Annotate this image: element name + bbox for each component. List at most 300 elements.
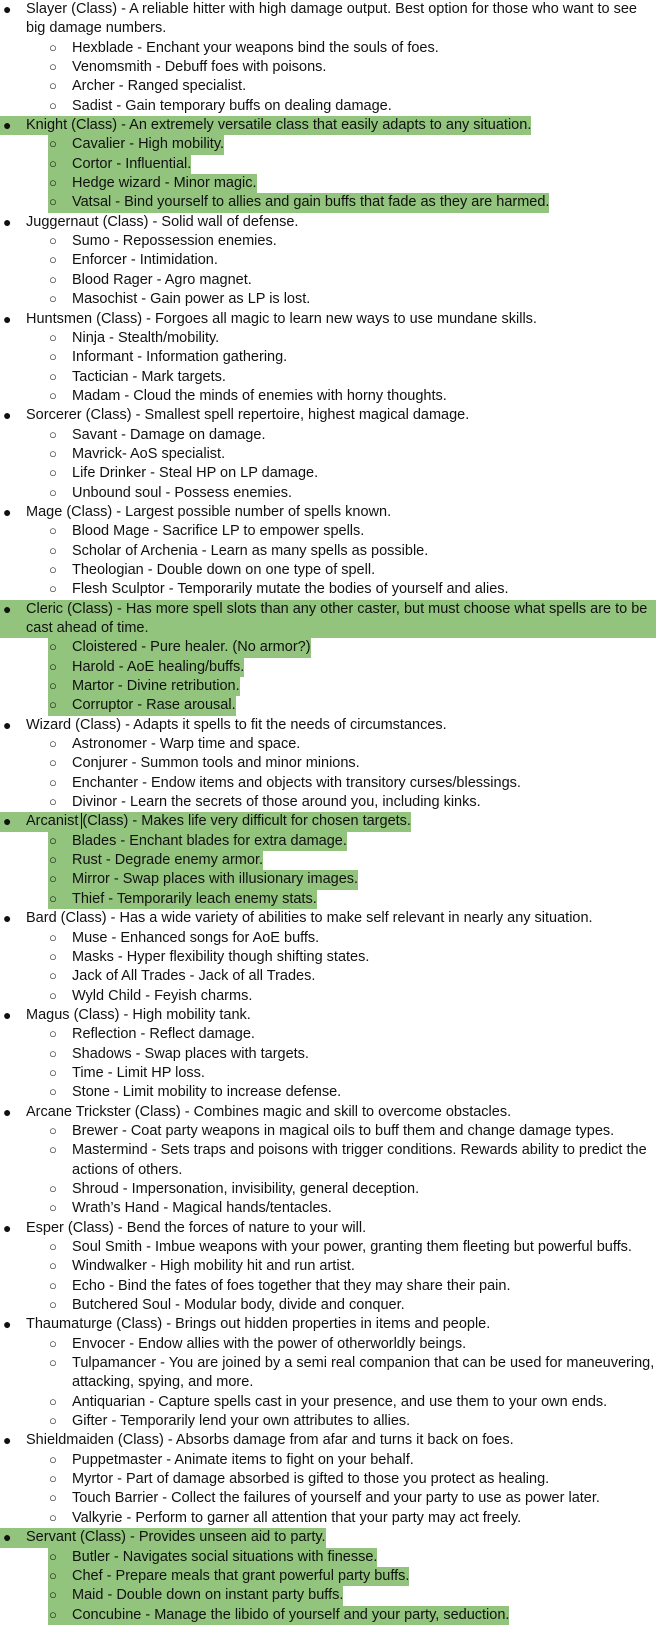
subclass-name: Shadows (72, 1045, 132, 1062)
class-name: Juggernaut (26, 213, 99, 230)
subclass-text (72, 272, 252, 288)
separator: - (112, 155, 126, 172)
subclass-bullet-icon: ○ (49, 1200, 57, 1216)
subclass-name: Corruptor (72, 697, 134, 714)
subclass-bullet-icon: ○ (49, 155, 57, 171)
subclass-item[interactable] (0, 696, 236, 715)
subclass-name: Soul Smith (72, 1239, 143, 1255)
subclass-bullet-icon: ○ (49, 561, 57, 577)
subclass-text (72, 736, 300, 752)
subclass-name: Brewer (72, 1122, 118, 1139)
subclass-description: Reflect damage. (149, 1026, 255, 1043)
subclass-item[interactable] (0, 542, 656, 561)
separator: - (125, 1529, 139, 1546)
subclass-text (72, 1181, 419, 1197)
class-tag: (Class) (96, 310, 143, 327)
subclass-name: Madam (72, 387, 121, 404)
separator: - (162, 1451, 175, 1468)
subclass-bullet-icon: ○ (49, 774, 57, 790)
subclass-item[interactable] (0, 271, 656, 290)
subclass-bullet-icon: ○ (49, 1509, 57, 1525)
class-item[interactable] (0, 909, 656, 928)
separator: - (112, 503, 126, 520)
separator: - (117, 1122, 131, 1139)
subclass-description: Bind the fates of foes together that they may share their pain. (117, 1277, 511, 1294)
subclass-description: Gain power as LP is lost. (150, 291, 311, 308)
subclass-item[interactable] (0, 754, 656, 773)
subclass-item[interactable] (0, 1509, 656, 1528)
class-bullet-icon: ● (3, 1432, 12, 1449)
subclass-item[interactable] (0, 1064, 656, 1083)
subclass-text (72, 427, 265, 443)
subclass-bullet-icon: ○ (49, 59, 57, 75)
subclass-item[interactable] (0, 348, 656, 367)
subclass-description: AoE healing/buffs. (126, 658, 245, 675)
subclass-name: Hedge wizard (72, 175, 161, 192)
subclass-item[interactable] (0, 1141, 656, 1180)
class-text (26, 311, 537, 327)
subclass-item[interactable] (0, 193, 549, 212)
subclass-description: Endow allies with the power of otherworldly beings. (138, 1335, 467, 1352)
class-description: Adapts it spells to fit the needs of circumstances. (133, 716, 447, 733)
subclass-name: Cortor (72, 155, 113, 172)
subclass-bullet-icon: ○ (49, 1413, 57, 1429)
class-description: Combines magic and skill to overcome obstacles. (193, 1103, 512, 1120)
class-text (26, 1316, 490, 1332)
class-bullet-icon: ● (3, 310, 12, 327)
subclass-item[interactable] (0, 658, 244, 677)
subclass-item[interactable] (0, 735, 656, 754)
subclass-description: Perform to garner all attention that your party may act freely. (135, 1509, 522, 1526)
subclass-description: Gain temporary buffs on dealing damage. (125, 97, 392, 114)
subclass-item[interactable] (0, 174, 257, 193)
subclass-text (72, 775, 521, 791)
class-bullet-icon: ● (3, 213, 12, 230)
subclass-description: Double down on one type of spell. (156, 561, 376, 578)
class-item[interactable] (0, 406, 656, 425)
class-text (26, 1432, 514, 1448)
subclass-item[interactable] (0, 1567, 409, 1586)
subclass-name: Martor (72, 678, 114, 695)
separator: - (113, 1471, 126, 1488)
subclass-description: Information gathering. (146, 349, 288, 366)
subclass-description: Learn as many spells as possible. (210, 542, 429, 559)
subclass-item[interactable] (0, 929, 656, 948)
subclass-text (72, 78, 246, 94)
subclass-item[interactable] (0, 774, 656, 793)
subclass-name: Reflection (72, 1026, 137, 1043)
separator: - (158, 1490, 172, 1507)
subclass-description: Enchant blades for extra damage. (129, 832, 347, 849)
subclass-bullet-icon: ○ (49, 368, 57, 384)
subclass-item[interactable] (0, 1335, 656, 1354)
class-description: An extremely versatile class that easily adapts to any situation. (129, 117, 532, 134)
subclass-name: Echo (72, 1277, 106, 1294)
subclass-name: Shroud (72, 1180, 119, 1197)
subclass-name: Myrtor (72, 1471, 114, 1488)
class-description: Largest possible number of spells known. (125, 503, 392, 520)
subclass-name: Enforcer (72, 252, 127, 269)
class-text (26, 1529, 326, 1545)
class-tag: (Class) (73, 1006, 120, 1023)
subclass-item[interactable] (0, 1451, 656, 1470)
subclass-bullet-icon: ○ (49, 1471, 57, 1487)
class-item[interactable] (0, 213, 656, 232)
subclass-bullet-icon: ○ (49, 1548, 57, 1564)
subclass-bullet-icon: ○ (49, 948, 57, 964)
separator: - (114, 658, 127, 675)
subclass-description: You are joined by a semi real companion that can be used for maneuvering, attacking, spying, and more. (72, 1355, 655, 1391)
class-item[interactable] (0, 503, 656, 522)
subclass-item[interactable] (0, 290, 656, 309)
subclass-description: Divine retribution. (126, 678, 240, 695)
separator: - (121, 445, 131, 462)
class-name: Magus (26, 1006, 70, 1023)
subclass-description: Double down on instant party buffs. (116, 1587, 344, 1604)
subclass-bullet-icon: ○ (49, 78, 57, 94)
class-bullet-icon: ● (3, 1, 12, 17)
subclass-description: Part of damage absorbed is gifted to those you protect as healing. (125, 1471, 550, 1488)
subclass-bullet-icon: ○ (49, 465, 57, 481)
separator: - (133, 349, 147, 366)
subclass-name: Touch Barrier (72, 1490, 159, 1507)
subclass-item[interactable] (0, 1606, 509, 1625)
subclass-text (72, 1123, 614, 1139)
class-item[interactable] (0, 1431, 656, 1450)
subclass-text (72, 1336, 466, 1352)
class-item[interactable] (0, 1103, 656, 1122)
subclass-description: Bind yourself to allies and gain buffs that fade as they are harmed. (124, 194, 550, 211)
subclass-bullet-icon: ○ (49, 987, 57, 1003)
subclass-item[interactable] (0, 484, 656, 503)
subclass-description: Degrade enemy armor. (114, 852, 264, 869)
subclass-item[interactable] (0, 1238, 656, 1257)
subclass-item[interactable] (0, 1122, 656, 1141)
subclass-item[interactable] (0, 1412, 656, 1431)
subclass-item[interactable] (0, 870, 358, 889)
separator: - (106, 910, 120, 927)
subclass-bullet-icon: ○ (49, 271, 57, 287)
subclass-item[interactable] (0, 967, 656, 986)
subclass-item[interactable] (0, 1393, 656, 1412)
separator: - (133, 39, 147, 56)
subclass-bullet-icon: ○ (49, 1355, 57, 1371)
subclass-name: Savant (72, 426, 118, 443)
subclass-text (72, 1239, 632, 1255)
subclass-item[interactable] (0, 155, 191, 174)
separator: - (117, 1, 130, 17)
class-description: Brings out hidden properties in items and people. (175, 1316, 491, 1333)
separator: - (105, 329, 118, 346)
subclass-item[interactable] (0, 987, 656, 1006)
subclass-text (72, 1510, 521, 1526)
subclass-bullet-icon: ○ (49, 1451, 57, 1467)
subclass-item[interactable] (0, 1083, 656, 1102)
separator: - (141, 987, 155, 1004)
subclass-name: Enchanter (72, 774, 139, 791)
subclass-bullet-icon: ○ (49, 755, 57, 771)
class-tag: (Class) (116, 1316, 163, 1333)
subclass-description: Cloud the minds of enemies with horny thoughts. (133, 387, 447, 404)
subclass-item[interactable] (0, 561, 656, 580)
subclass-item[interactable] (0, 1354, 656, 1393)
subclass-text (72, 1258, 355, 1274)
subclass-item[interactable] (0, 948, 656, 967)
subclass-description: Rase arousal. (146, 697, 236, 714)
subclass-description: Coat party weapons in magical oils to buff them and change damage types. (130, 1122, 615, 1139)
subclass-item[interactable] (0, 677, 240, 696)
subclass-description: Impersonation, invisibility, general deception. (131, 1180, 420, 1197)
subclass-description: Animate items to fight on your behalf. (174, 1451, 414, 1468)
subclass-description: Minor magic. (173, 175, 257, 192)
subclass-name: Hexblade (72, 39, 134, 56)
subclass-text (72, 175, 257, 191)
subclass-bullet-icon: ○ (49, 852, 57, 868)
subclass-name: Venomsmith (72, 59, 152, 76)
subclass-item[interactable] (0, 1548, 377, 1567)
subclass-text (72, 465, 318, 481)
subclass-bullet-icon: ○ (49, 542, 57, 558)
subclass-description: Repossession enemies. (122, 233, 277, 250)
subclass-item[interactable] (0, 522, 656, 541)
class-item[interactable] (0, 1528, 326, 1547)
subclass-item[interactable] (0, 97, 656, 116)
class-text (26, 1220, 366, 1236)
subclass-text (72, 1413, 410, 1429)
subclass-description: Swap places with targets. (144, 1045, 309, 1062)
subclass-bullet-icon: ○ (49, 929, 57, 945)
subclass-item[interactable] (0, 77, 656, 96)
class-tag: (Class) (66, 503, 113, 520)
class-item[interactable] (0, 0, 656, 39)
subclass-description: Learn the secrets of those around you, including kinks. (130, 794, 481, 811)
class-item[interactable] (0, 310, 656, 329)
subclass-description: Prepare meals that grant powerful party buffs. (115, 1567, 410, 1584)
class-name: Esper (26, 1219, 64, 1236)
class-bullet-icon: ● (3, 600, 12, 617)
class-item[interactable] (0, 1006, 656, 1025)
separator: - (136, 1026, 150, 1043)
subclass-item[interactable] (0, 58, 656, 77)
subclass-text (72, 252, 218, 268)
subclass-item[interactable] (0, 1470, 656, 1489)
subclass-text (72, 1607, 509, 1623)
separator: - (142, 1239, 156, 1255)
class-text (26, 407, 469, 423)
class-bullet-icon: ● (3, 503, 12, 520)
subclass-bullet-icon: ○ (49, 175, 57, 191)
class-text (26, 1007, 251, 1023)
subclass-name: Masochist (72, 291, 138, 308)
subclass-item[interactable] (0, 1489, 656, 1508)
subclass-item[interactable] (0, 1025, 656, 1044)
subclass-text (72, 852, 263, 868)
subclass-bullet-icon: ○ (49, 1142, 57, 1158)
class-item[interactable] (0, 1315, 656, 1334)
class-name: Mage (26, 503, 63, 520)
subclass-item[interactable] (0, 1180, 656, 1199)
subclass-description: Limit mobility to increase defense. (122, 1084, 342, 1101)
subclass-item[interactable] (0, 851, 263, 870)
subclass-name: Wyld Child (72, 987, 142, 1004)
separator: - (180, 1103, 194, 1120)
separator: - (113, 678, 127, 695)
subclass-text (72, 1065, 205, 1081)
subclass-bullet-icon: ○ (49, 1567, 57, 1583)
subclass-text (72, 156, 191, 172)
separator: - (119, 1006, 133, 1023)
class-description: Has more spell slots than any other caster, but must choose what spells are to be cast ahead of time. (26, 600, 648, 636)
class-name: Bard (26, 910, 57, 927)
subclass-text (72, 755, 360, 771)
subclass-bullet-icon: ○ (49, 658, 57, 674)
subclass-item[interactable] (0, 251, 656, 270)
separator: - (143, 561, 157, 578)
class-description: Bend the forces of nature to your will. (126, 1219, 367, 1236)
separator: - (156, 1355, 169, 1372)
class-bullet-icon: ● (3, 716, 12, 733)
subclass-bullet-icon: ○ (49, 678, 57, 694)
subclass-text (72, 988, 252, 1004)
subclass-item[interactable] (0, 832, 347, 851)
separator: - (113, 600, 126, 617)
subclass-description: Swap places with illusionary images. (122, 871, 359, 888)
subclass-text (72, 194, 549, 210)
subclass-item[interactable] (0, 793, 656, 812)
class-name: Shieldmaiden (26, 1432, 114, 1449)
subclass-bullet-icon: ○ (49, 1587, 57, 1603)
class-name: Arcanist (26, 813, 79, 830)
subclass-item[interactable] (0, 39, 656, 58)
subclass-name: Mavrick (72, 445, 122, 462)
class-name: Arcane Trickster (26, 1103, 131, 1120)
class-name: Wizard (26, 716, 72, 733)
subclass-bullet-icon: ○ (49, 1084, 57, 1100)
class-text (26, 601, 647, 636)
subclass-description: High mobility hit and run artist. (159, 1258, 355, 1275)
class-item[interactable] (0, 116, 531, 135)
separator: - (109, 233, 123, 250)
subclass-text (72, 794, 481, 810)
subclass-description: Influential. (125, 155, 192, 172)
subclass-item[interactable] (0, 368, 656, 387)
separator: - (146, 736, 160, 753)
subclass-item[interactable] (0, 1586, 343, 1605)
class-tag: (Class) (134, 1103, 181, 1120)
separator: - (128, 368, 142, 385)
subclass-text (72, 930, 319, 946)
subclass-name: Rust (72, 852, 102, 869)
subclass-bullet-icon: ○ (49, 697, 57, 713)
separator: - (107, 929, 121, 946)
separator: - (128, 813, 142, 830)
class-tag: (Class) (71, 1, 118, 17)
subclass-bullet-icon: ○ (49, 639, 57, 655)
subclass-description: Damage on damage. (130, 426, 266, 443)
subclass-text (72, 543, 428, 559)
subclass-description: Temporarily mutate the bodies of yourself and alies. (177, 581, 509, 598)
class-item[interactable] (0, 716, 656, 735)
subclass-item[interactable] (0, 1045, 656, 1064)
subclass-item[interactable] (0, 1296, 656, 1315)
subclass-item[interactable] (0, 1257, 656, 1276)
subclass-name: Blades (72, 832, 117, 849)
subclass-bullet-icon: ○ (49, 252, 57, 268)
class-text (26, 717, 447, 733)
subclass-item[interactable] (0, 890, 317, 909)
subclass-item[interactable] (0, 135, 224, 154)
subclass-description: Temporarily leach enemy stats. (116, 890, 317, 907)
class-item[interactable] (0, 600, 656, 639)
subclass-name: Masks (72, 948, 114, 965)
subclass-text (72, 1200, 332, 1216)
subclass-description: Enchant your weapons bind the souls of foes. (146, 39, 439, 56)
subclass-bullet-icon: ○ (49, 484, 57, 500)
subclass-item[interactable] (0, 426, 656, 445)
class-item[interactable] (0, 812, 411, 831)
separator: - (109, 1548, 123, 1565)
subclass-description: High mobility. (138, 136, 225, 153)
subclass-name: Unbound soul (72, 484, 162, 501)
separator: - (109, 1084, 123, 1101)
separator: - (125, 136, 139, 153)
class-bullet-icon: ● (3, 910, 12, 927)
class-text (26, 214, 298, 230)
subclass-text (72, 59, 326, 75)
subclass-item[interactable] (0, 1277, 656, 1296)
subclass-name: Flesh Sculptor (72, 581, 165, 598)
subclass-text (72, 1490, 600, 1506)
subclass-item[interactable] (0, 445, 656, 464)
subclass-bullet-icon: ○ (49, 1239, 57, 1254)
subclass-item[interactable] (0, 232, 656, 251)
subclass-description: Sacrifice LP to empower spells. (162, 523, 365, 540)
subclass-text (72, 1471, 549, 1487)
subclass-name: Divinor (72, 794, 118, 811)
subclass-item[interactable] (0, 638, 311, 657)
subclass-item[interactable] (0, 1199, 656, 1218)
subclass-description: Limit HP loss. (116, 1064, 205, 1081)
subclass-item[interactable] (0, 387, 656, 406)
subclass-item[interactable] (0, 329, 656, 348)
subclass-text (72, 330, 219, 346)
separator: - (105, 1277, 118, 1294)
subclass-description: Navigates social situations with finesse. (122, 1548, 378, 1565)
subclass-text (72, 678, 240, 694)
separator: - (102, 1567, 116, 1584)
subclass-text (72, 98, 392, 114)
subclass-text (72, 697, 236, 713)
class-name: Sorcerer (26, 407, 82, 424)
class-item[interactable] (0, 1219, 656, 1238)
separator: - (126, 252, 140, 269)
subclass-description: Manage the libido of yourself and your party, seduction. (154, 1606, 510, 1623)
subclass-text (72, 40, 439, 56)
subclass-name: Sumo (72, 233, 110, 250)
class-tag: (Class) (60, 910, 107, 927)
class-description: A reliable hitter with high damage output. Best option for those who want to see big damage numbers. (26, 1, 637, 37)
subclass-description: Temporarily lend your own attributes to allies. (120, 1413, 411, 1430)
subclass-item[interactable] (0, 464, 656, 483)
separator: - (131, 1045, 145, 1062)
subclass-text (72, 291, 310, 307)
subclass-name: Ninja (72, 329, 106, 346)
class-tag: (Class) (117, 1432, 164, 1449)
separator: - (116, 832, 130, 849)
subclass-name: Jack of All Trades (72, 968, 186, 985)
subclass-item[interactable] (0, 580, 656, 599)
class-text (26, 504, 391, 520)
